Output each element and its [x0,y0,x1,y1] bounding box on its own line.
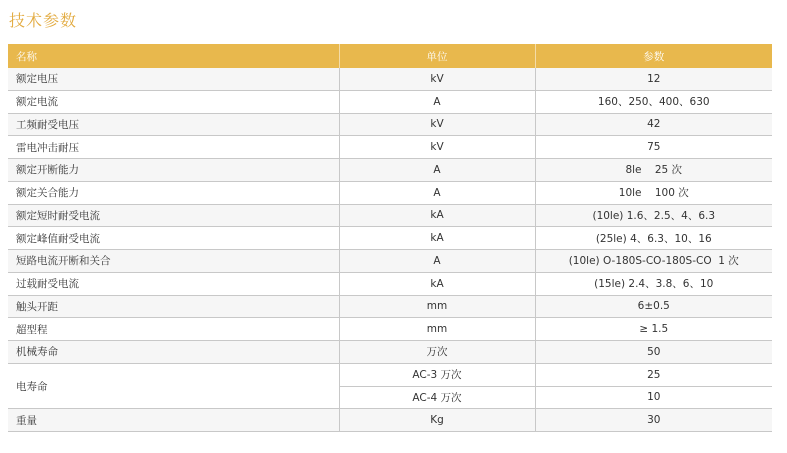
table-row [8,227,772,250]
param-unit: A [339,90,535,113]
param-name: 额定关合能力 [8,181,339,204]
table-row [8,409,772,432]
page-title: 技术参数 [9,11,78,30]
param-unit: A [339,250,535,273]
param-unit: AC-3 万次 [339,363,535,386]
param-value: 30 [535,409,772,432]
param-name: 额定电压 [8,68,339,90]
param-value: 10 [535,386,772,409]
param-unit: kV [339,113,535,136]
table-row [8,363,772,386]
table-row [8,341,772,364]
param-unit: kA [339,204,535,227]
param-value: 160、250、400、630 [535,90,772,113]
table-row [8,136,772,159]
table-row [8,272,772,295]
table-row [8,181,772,204]
table-row [8,113,772,136]
param-name: 机械寿命 [8,341,339,364]
param-name: 工频耐受电压 [8,113,339,136]
table-row [8,295,772,318]
table-row [8,159,772,182]
param-unit: A [339,181,535,204]
table-row [8,90,772,113]
param-value: (10le) O-180S-CO-180S-CO 1 次 [535,250,772,273]
param-name: 电寿命 [8,363,339,409]
param-name: 过载耐受电流 [8,272,339,295]
param-unit: kV [339,68,535,90]
param-value: 10le 100 次 [535,181,772,204]
table-header-row [8,44,772,68]
header-name: 名称 [8,44,339,68]
param-value: (10le) 1.6、2.5、4、6.3 [535,204,772,227]
table-row [8,204,772,227]
param-name: 额定峰值耐受电流 [8,227,339,250]
param-name: 雷电冲击耐压 [8,136,339,159]
parameters-table [8,44,772,432]
param-value: 75 [535,136,772,159]
param-name: 触头开距 [8,295,339,318]
table-row [8,318,772,341]
param-unit: AC-4 万次 [339,386,535,409]
param-unit: A [339,159,535,182]
param-name: 重量 [8,409,339,432]
param-unit: mm [339,295,535,318]
param-name: 额定短时耐受电流 [8,204,339,227]
table-row [8,68,772,90]
param-unit: 万次 [339,341,535,364]
param-value: (15le) 2.4、3.8、6、10 [535,272,772,295]
param-value: (25le) 4、6.3、10、16 [535,227,772,250]
param-value: 6±0.5 [535,295,772,318]
param-unit: Kg [339,409,535,432]
param-name: 额定开断能力 [8,159,339,182]
param-unit: kV [339,136,535,159]
param-unit: kA [339,227,535,250]
param-name: 短路电流开断和关合 [8,250,339,273]
param-value: 8le 25 次 [535,159,772,182]
param-value: ≥ 1.5 [535,318,772,341]
header-value: 参数 [535,44,772,68]
param-unit: mm [339,318,535,341]
param-value: 50 [535,341,772,364]
table-row [8,250,772,273]
param-value: 42 [535,113,772,136]
param-name: 超型程 [8,318,339,341]
param-value: 12 [535,68,772,90]
param-value: 25 [535,363,772,386]
header-unit: 单位 [339,44,535,68]
param-unit: kA [339,272,535,295]
param-name: 额定电流 [8,90,339,113]
